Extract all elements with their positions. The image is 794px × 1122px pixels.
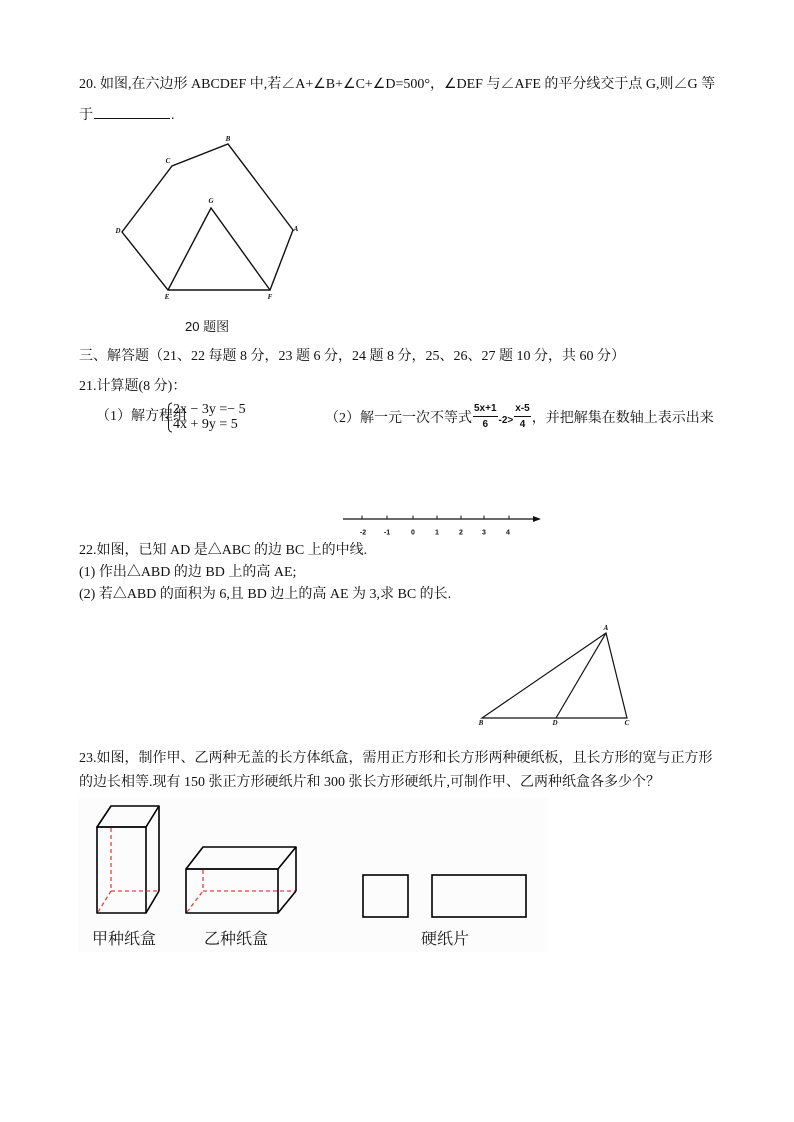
number-line-tick-label: 0: [411, 529, 415, 537]
triangle-abc: [482, 633, 627, 718]
q22-text-line1: 22.如图，已知 AD 是△ABC 的边 BC 上的中线.: [79, 543, 368, 558]
boxes-figure: [78, 798, 550, 923]
rectangle-cardboard: [432, 875, 526, 917]
q20-text-line2: [79, 105, 175, 124]
fraction2-numerator: x-5: [514, 403, 530, 417]
box-jia-front-face: [97, 827, 146, 913]
inequality-middle: -2>: [498, 414, 514, 426]
number-line-tick-label: 4: [506, 529, 510, 537]
box-yi-hidden-edge: [187, 891, 203, 912]
vertex-label-g: G: [208, 197, 214, 205]
fraction-5x-plus-1-over-6: [473, 403, 498, 431]
q20-text-line1: 20. 如图,在六边形 ABCDEF 中,若∠A+∠B+∠C+∠D=500°，∠DEF 与∠AFE 的平分线交于点 G,则∠G 等: [79, 77, 716, 92]
vertex-label-d: D: [115, 227, 121, 235]
number-line-arrow-icon: [533, 516, 541, 522]
vertex-label-a: A: [293, 225, 299, 233]
vertex-label-d: D: [552, 719, 558, 727]
box-yi-bottom-right-edge: [278, 891, 296, 913]
q22-text-line3: (2) 若△ABD 的面积为 6,且 BD 边上的高 AE 为 3,求 BC 的长.: [79, 587, 452, 602]
box-yi-top-rim: [186, 847, 296, 869]
vertex-label-e: E: [164, 293, 170, 301]
vertex-label-f: F: [267, 293, 273, 301]
box-yi-label: 乙种纸盒: [204, 931, 269, 948]
number-line-tick-label: -1: [383, 529, 391, 537]
fraction1-denominator: 6: [482, 419, 489, 430]
number-line: [338, 508, 548, 540]
q23-text-line2: 的边长相等.现有 150 张正方形硬纸片和 300 张长方形硬纸片,可制作甲、乙两种纸盒各多少个？: [79, 775, 660, 790]
number-line-tick-label: 3: [482, 529, 486, 537]
q20-figure-caption: 20 题图: [185, 319, 230, 334]
square-cardboard: [363, 875, 408, 917]
median-ad: [556, 633, 606, 718]
vertex-label-c: C: [624, 719, 630, 727]
hexagon-abcdef: [122, 144, 293, 290]
bisector-lines-egf: [168, 208, 270, 290]
q20-line2-end: .: [171, 108, 175, 123]
cardboard-label: 硬纸片: [421, 931, 470, 948]
q20-line2-start: 于: [79, 108, 93, 123]
q21-equation2: 4x + 9y = 5: [173, 417, 238, 432]
box-jia-bottom-right-edge: [146, 891, 159, 913]
fraction-x-minus-5-over-4: [514, 403, 530, 431]
q21-part2-label: （2）解一元一次不等式: [325, 411, 472, 426]
q21-title: 21.计算题(8 分)：: [79, 379, 187, 394]
q22-text-line2: (1) 作出△ABD 的边 BD 上的高 AE;: [79, 565, 297, 580]
answer-blank: [94, 105, 170, 119]
vertex-label-b: B: [478, 719, 484, 727]
q21-part1-label: （1）解方程组: [96, 409, 187, 424]
number-line-tick-label: -2: [359, 529, 367, 537]
q21-part2-suffix: ，并把解集在数轴上表示出来: [531, 411, 714, 426]
box-jia-top-rim: [97, 806, 159, 827]
q21-part2-row: [325, 401, 714, 433]
triangle-abc-figure: [474, 620, 636, 730]
q23-text-line1: 23.如图，制作甲、乙两种无盖的长方体纸盒，需用正方形和长方形两种硬纸板，且长方形的宽与正方形: [79, 751, 713, 766]
box-jia: [97, 806, 159, 913]
vertex-label-b: B: [225, 135, 231, 143]
hexagon-figure: [110, 130, 310, 305]
section3-title: 三、解答题（21、22 每题 8 分，23 题 6 分，24 题 8 分，25、26、27 题 10 分，共 60 分）: [79, 349, 625, 364]
left-brace-shape: [166, 403, 173, 432]
vertex-label-a: A: [603, 624, 609, 632]
box-jia-hidden-edge: [98, 891, 111, 912]
q21-equation1: 2x − 3y =− 5: [173, 402, 246, 417]
vertex-label-c: C: [165, 157, 171, 165]
box-yi: [186, 847, 296, 913]
number-line-tick-label: 2: [459, 529, 463, 537]
fraction1-numerator: 5x+1: [473, 403, 498, 417]
fraction2-denominator: 4: [519, 419, 526, 430]
number-line-tick-label: 1: [435, 529, 439, 537]
box-jia-label: 甲种纸盒: [92, 931, 157, 948]
